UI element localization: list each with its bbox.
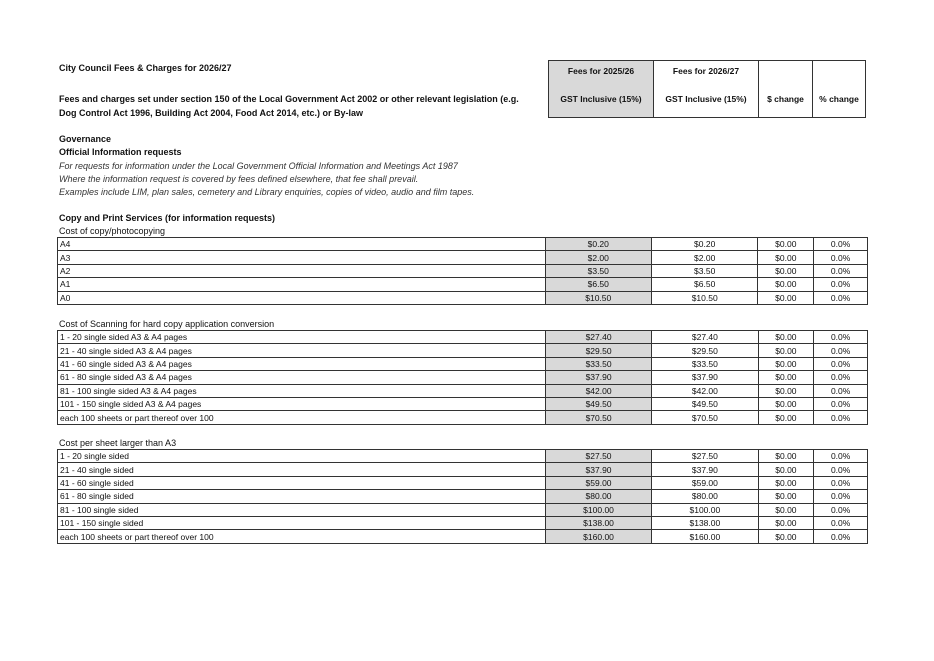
table-caption: Cost of Scanning for hard copy application conversion	[59, 319, 275, 329]
pct-change: 0.0%	[814, 264, 868, 277]
pct-change: 0.0%	[814, 357, 868, 370]
fee-2026-27: $70.50	[652, 411, 758, 424]
header-blank-1	[759, 61, 813, 81]
pct-change: 0.0%	[814, 331, 868, 344]
pct-change: 0.0%	[814, 384, 868, 397]
fee-2025-26: $49.50	[545, 397, 651, 410]
fee-2026-27: $0.20	[651, 238, 757, 251]
dollar-change: $0.00	[758, 278, 814, 291]
fee-2026-27: $80.00	[652, 490, 758, 503]
table-row	[58, 384, 868, 397]
pct-change: 0.0%	[814, 371, 868, 384]
fees-table-scanning	[57, 330, 868, 425]
pct-change: 0.0%	[814, 344, 868, 357]
pct-change: 0.0%	[814, 476, 868, 489]
dollar-change: $0.00	[758, 530, 814, 543]
header-gst-prev: GST Inclusive (15%)	[549, 81, 654, 118]
fee-item-label: A1	[58, 278, 546, 291]
table-row	[58, 331, 868, 344]
fee-item-label: 41 - 60 single sided	[58, 476, 546, 489]
dollar-change: $0.00	[758, 463, 814, 476]
fee-2026-27: $10.50	[651, 291, 757, 304]
dollar-change: $0.00	[758, 503, 814, 516]
fee-2025-26: $42.00	[545, 384, 651, 397]
fee-2025-26: $37.90	[545, 371, 651, 384]
fee-item-label: 21 - 40 single sided	[58, 463, 546, 476]
dollar-change: $0.00	[758, 238, 814, 251]
note-line: For requests for information under the Local Government Official Information and Meetings Act 1987	[59, 161, 458, 171]
header-blank-2	[813, 61, 866, 81]
dollar-change: $0.00	[758, 371, 814, 384]
dollar-change: $0.00	[758, 344, 814, 357]
fees-table-large-sheets	[57, 449, 868, 544]
fee-2025-26: $33.50	[545, 357, 651, 370]
pct-change: 0.0%	[814, 490, 868, 503]
table-row	[58, 371, 868, 384]
note-line: Examples include LIM, plan sales, cemetery and Library enquiries, copies of video, audio and film tapes.	[59, 187, 475, 197]
pct-change: 0.0%	[814, 238, 868, 251]
table-row	[58, 278, 868, 291]
fee-item-label: 61 - 80 single sided	[58, 490, 546, 503]
fee-item-label: 41 - 60 single sided A3 & A4 pages	[58, 357, 546, 370]
dollar-change: $0.00	[758, 450, 814, 463]
dollar-change: $0.00	[758, 476, 814, 489]
header-gst-curr: GST Inclusive (15%)	[654, 81, 759, 118]
fee-2026-27: $29.50	[652, 344, 758, 357]
column-header-table	[548, 60, 866, 118]
fee-item-label: 101 - 150 single sided A3 & A4 pages	[58, 397, 546, 410]
fee-2026-27: $59.00	[652, 476, 758, 489]
dollar-change: $0.00	[758, 291, 814, 304]
fee-2025-26: $59.00	[545, 476, 651, 489]
page-subtitle	[59, 92, 519, 120]
fee-2025-26: $0.20	[545, 238, 651, 251]
pct-change: 0.0%	[814, 411, 868, 424]
pct-change: 0.0%	[814, 530, 868, 543]
fee-item-label: 1 - 20 single sided	[58, 450, 546, 463]
fee-item-label: 61 - 80 single sided A3 & A4 pages	[58, 371, 546, 384]
fee-2025-26: $70.50	[545, 411, 651, 424]
table-row	[58, 251, 868, 264]
header-fees-prev: Fees for 2025/26	[549, 61, 654, 81]
fee-2025-26: $80.00	[545, 490, 651, 503]
fee-2026-27: $100.00	[652, 503, 758, 516]
dollar-change: $0.00	[758, 357, 814, 370]
table-row	[58, 264, 868, 277]
fee-2026-27: $138.00	[652, 516, 758, 529]
fee-item-label: each 100 sheets or part thereof over 100	[58, 530, 546, 543]
dollar-change: $0.00	[758, 264, 814, 277]
dollar-change: $0.00	[758, 384, 814, 397]
fee-2025-26: $27.40	[545, 331, 651, 344]
fee-item-label: 81 - 100 single sided	[58, 503, 546, 516]
fee-2026-27: $42.00	[652, 384, 758, 397]
table-row	[58, 411, 868, 424]
group-title: Copy and Print Services (for information requests)	[59, 213, 276, 223]
table-row	[58, 476, 868, 489]
page-title: City Council Fees & Charges for 2026/27	[59, 63, 232, 73]
pct-change: 0.0%	[814, 450, 868, 463]
table-row	[58, 530, 868, 543]
dollar-change: $0.00	[758, 397, 814, 410]
pct-change: 0.0%	[814, 516, 868, 529]
table-row	[58, 503, 868, 516]
dollar-change: $0.00	[758, 331, 814, 344]
pct-change: 0.0%	[814, 278, 868, 291]
pct-change: 0.0%	[814, 291, 868, 304]
fee-2026-27: $37.90	[652, 463, 758, 476]
subtitle-line-2: Dog Control Act 1996, Building Act 2004, Food Act 2014, etc.) or By-law	[59, 108, 364, 118]
subtitle-line-1: Fees and charges set under section 150 of the Local Government Act 2002 or other relevant legislation (e.g.	[59, 94, 519, 104]
table-row	[58, 450, 868, 463]
fee-item-label: A2	[58, 264, 546, 277]
header-pct-change: % change	[813, 81, 866, 118]
table-row	[58, 291, 868, 304]
fee-2025-26: $29.50	[545, 344, 651, 357]
fee-2026-27: $6.50	[651, 278, 757, 291]
fee-2026-27: $27.40	[652, 331, 758, 344]
table-row	[58, 357, 868, 370]
pct-change: 0.0%	[814, 251, 868, 264]
fee-item-label: 1 - 20 single sided A3 & A4 pages	[58, 331, 546, 344]
fee-item-label: 21 - 40 single sided A3 & A4 pages	[58, 344, 546, 357]
fees-table-photocopying	[57, 237, 868, 305]
fee-item-label: 81 - 100 single sided A3 & A4 pages	[58, 384, 546, 397]
fee-2025-26: $100.00	[545, 503, 651, 516]
fee-2026-27: $49.50	[652, 397, 758, 410]
dollar-change: $0.00	[758, 411, 814, 424]
dollar-change: $0.00	[758, 516, 814, 529]
pct-change: 0.0%	[814, 397, 868, 410]
fee-item-label: 101 - 150 single sided	[58, 516, 546, 529]
fee-2025-26: $37.90	[545, 463, 651, 476]
header-fees-curr: Fees for 2026/27	[654, 61, 759, 81]
fee-2026-27: $27.50	[652, 450, 758, 463]
fee-2026-27: $3.50	[651, 264, 757, 277]
fee-item-label: A3	[58, 251, 546, 264]
fee-2025-26: $160.00	[545, 530, 651, 543]
table-row	[58, 490, 868, 503]
fee-2026-27: $33.50	[652, 357, 758, 370]
fee-2025-26: $2.00	[545, 251, 651, 264]
subsection-heading: Official Information requests	[59, 147, 182, 157]
table-row	[58, 397, 868, 410]
header-dollar-change: $ change	[759, 81, 813, 118]
table-row	[58, 344, 868, 357]
pct-change: 0.0%	[814, 503, 868, 516]
fee-2026-27: $37.90	[652, 371, 758, 384]
fee-2026-27: $2.00	[651, 251, 757, 264]
note-line: Where the information request is covered by fees defined elsewhere, that fee shall prevail.	[59, 174, 419, 184]
fee-2025-26: $10.50	[545, 291, 651, 304]
dollar-change: $0.00	[758, 251, 814, 264]
fee-2025-26: $3.50	[545, 264, 651, 277]
fee-2025-26: $6.50	[545, 278, 651, 291]
table-caption: Cost per sheet larger than A3	[59, 438, 177, 448]
notes	[59, 160, 474, 199]
table-row	[58, 516, 868, 529]
table-row	[58, 238, 868, 251]
fee-2026-27: $160.00	[652, 530, 758, 543]
table-caption: Cost of copy/photocopying	[59, 226, 166, 236]
fee-item-label: A4	[58, 238, 546, 251]
fee-item-label: A0	[58, 291, 546, 304]
pct-change: 0.0%	[814, 463, 868, 476]
fee-item-label: each 100 sheets or part thereof over 100	[58, 411, 546, 424]
dollar-change: $0.00	[758, 490, 814, 503]
table-row	[58, 463, 868, 476]
fee-2025-26: $138.00	[545, 516, 651, 529]
fee-2025-26: $27.50	[545, 450, 651, 463]
section-heading: Governance	[59, 134, 112, 144]
